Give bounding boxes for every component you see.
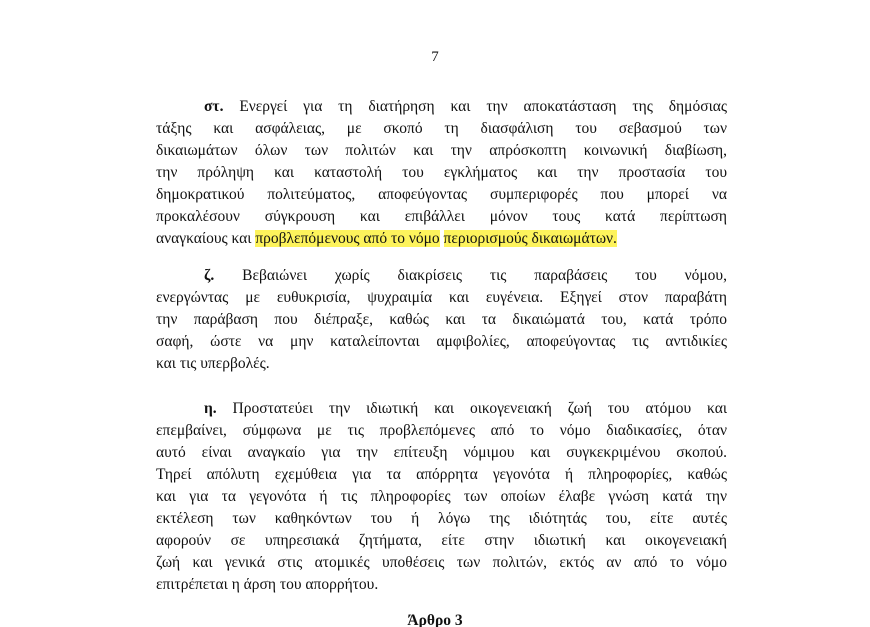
paragraph-line: σαφή, ώστε να μην καταλείπονται αμφιβολίες, αποφεύγοντας τις αντιδικίες (156, 333, 727, 350)
paragraph-text: Ενεργεί για τη διατήρηση και την αποκατάσταση της δημόσιας (223, 98, 727, 115)
paragraph-text: Προστατεύει την ιδιωτική και οικογενειακή ζωή του ατόμου και (216, 400, 727, 417)
paragraph-line: αφορούν σε υπηρεσιακά ζητήματα, είτε στην ιδιωτική και οικογενειακή (156, 532, 727, 549)
paragraph-line: την πρόληψη και καταστολή του εγκλήματος και την προστασία του (156, 164, 727, 181)
paragraph-i (156, 398, 727, 596)
paragraph-text: Βεβαιώνει χωρίς διακρίσεις τις παραβάσεις του νόμου, (214, 267, 727, 284)
paragraph-line: δημοκρατικού πολιτεύματος, αποφεύγοντας συμπεριφορές που μπορεί να (156, 186, 727, 203)
paragraph-line: την παράβαση που διέπραξε, καθώς και τα δικαιώματά του, κατά τρόπο (156, 311, 727, 328)
paragraph-line: αυτό είναι αναγκαίο για την επίτευξη νόμιμου και συγκεκριμένου σκοπού. (156, 444, 727, 461)
paragraph-st (156, 96, 727, 250)
paragraph-line: εκτέλεση των καθηκόντων του ή λόγω της ιδιότητάς του, είτε αυτές (156, 510, 727, 527)
paragraph-line (156, 398, 727, 420)
paragraph-line (156, 265, 727, 287)
paragraph-line: τάξης και ασφάλειας, με σκοπό τη διασφάλιση του σεβασμού των (156, 120, 727, 137)
paragraph-text (440, 230, 444, 247)
paragraph-z (156, 265, 727, 375)
paragraph-line: ενεργώντας με ευθυκρισία, ψυχραιμία και ευγένεια. Εξηγεί στον παραβάτη (156, 289, 727, 306)
highlighted-text: περιορισμούς δικαιωμάτων. (443, 230, 617, 247)
paragraph-marker: ζ. (204, 267, 215, 284)
page-number: 7 (431, 49, 439, 65)
paragraph-line: επεμβαίνει, σύμφωνα με τις προβλεπόμενες από το νόμο διαδικασίες, όταν (156, 422, 727, 439)
paragraph-marker: στ. (204, 98, 224, 115)
paragraph-text: αναγκαίους και (156, 230, 256, 247)
paragraph-line (156, 96, 727, 118)
paragraph-line: δικαιωμάτων όλων των πολιτών και την απρόσκοπτη κοινωνική διαβίωση, (156, 142, 727, 159)
paragraph-marker: η. (204, 400, 217, 417)
paragraph-line: ζωή και γενικά στις ατομικές υποθέσεις των πολιτών, εκτός αν από το νόμο (156, 554, 727, 571)
paragraph-line: και τις υπερβολές. (156, 355, 270, 372)
paragraph-line (156, 228, 727, 250)
article-heading: Άρθρο 3 (407, 612, 463, 627)
paragraph-line: Τηρεί απόλυτη εχεμύθεια για τα απόρρητα γεγονότα ή πληροφορίες, καθώς (156, 466, 727, 483)
paragraph-line: επιτρέπεται η άρση του απορρήτου. (156, 576, 379, 593)
paragraph-line: και για τα γεγονότα ή τις πληροφορίες των οποίων έλαβε γνώση κατά την (156, 488, 727, 505)
paragraph-line: προκαλέσουν σύγκρουση και επιβάλλει μόνον τους κατά περίπτωση (156, 208, 727, 225)
highlighted-text: προβλεπόμενους από το νόμο (255, 230, 440, 247)
